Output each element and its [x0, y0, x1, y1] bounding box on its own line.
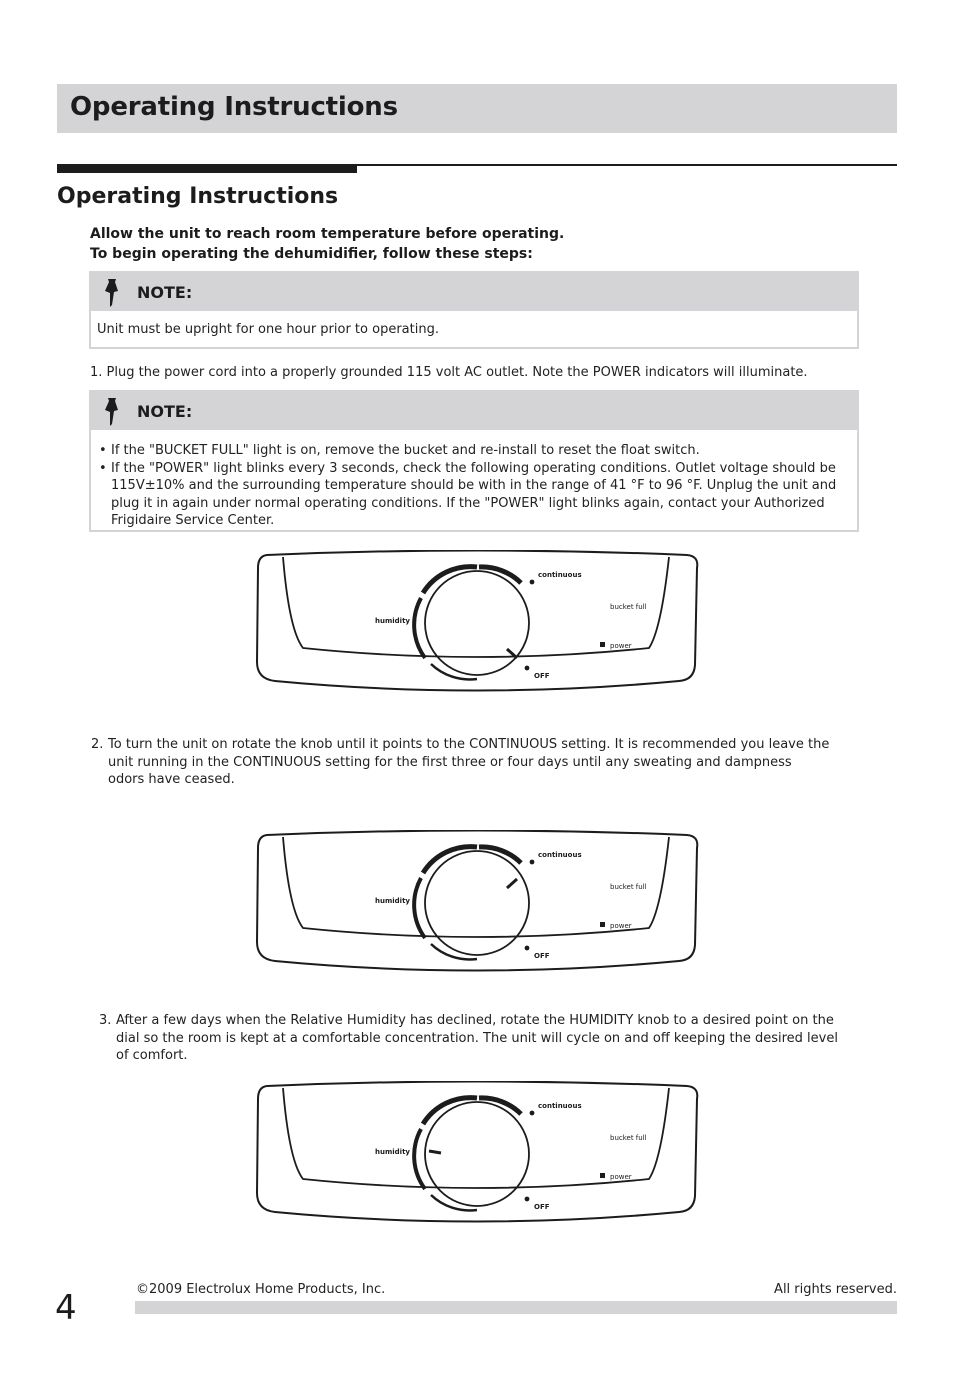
dial-arc-left — [414, 1129, 425, 1189]
header-bar — [57, 84, 897, 133]
dial-arc-lower — [431, 1195, 477, 1210]
step-3-text: After a few days when the Relative Humidity has declined, rotate the HUMIDITY knob to a desired point on the dial so the room is kept at a comfortable concentration. The unit will cycle on and off keeping the desired level of comfort. — [116, 1013, 838, 1063]
control-panel-continuous — [255, 830, 699, 972]
dial-arc-upper-right — [479, 847, 521, 863]
dial-knob — [425, 851, 529, 955]
continuous-label: continuous — [538, 851, 582, 859]
page-title: Operating Instructions — [70, 92, 398, 122]
continuous-dot — [530, 580, 535, 585]
section-rule-accent — [57, 164, 357, 173]
control-panel-diagram — [255, 830, 699, 972]
power-label: power — [610, 922, 632, 930]
power-indicator — [600, 922, 605, 927]
note-header — [91, 392, 857, 430]
note-body — [91, 311, 857, 345]
control-panel-diagram — [255, 550, 699, 692]
continuous-dot — [530, 860, 535, 865]
bucket-full-label: bucket full — [610, 883, 647, 891]
off-label: OFF — [534, 952, 550, 960]
note-text: Unit must be upright for one hour prior to operating. — [97, 322, 439, 337]
power-label: power — [610, 642, 632, 650]
rights-text: All rights reserved. — [774, 1282, 897, 1297]
power-indicator — [600, 642, 605, 647]
step-2-text: To turn the unit on rotate the knob until it points to the CONTINUOUS setting. It is recommended you leave the unit running in the CONTINUOUS setting for the first three or four days until any sweating and dampness odors have ceased. — [108, 737, 830, 787]
off-dot — [525, 666, 530, 671]
step-3 — [99, 1012, 839, 1065]
humidity-label: humidity — [375, 617, 410, 625]
note-bullet: • If the "POWER" light blinks every 3 seconds, check the following operating conditions. Outlet voltage should be 115V±10% and the surrounding temperature should be with in the range of 41 °F to 96 °F. Unplug the unit and plug it in again under normal operating conditions. If the "POWER" light blinks again, contact your Authorized Frigidaire Service Center. — [97, 460, 843, 530]
dial-knob — [425, 571, 529, 675]
off-dot — [525, 946, 530, 951]
dial-arc-left — [414, 598, 425, 658]
control-panel-humidity — [255, 1081, 699, 1223]
dial-arc-upper — [423, 567, 477, 593]
pushpin-icon — [102, 397, 124, 427]
note-header — [91, 273, 857, 311]
dial-arc-lower — [431, 944, 477, 959]
step-1 — [90, 364, 860, 382]
note-body — [91, 430, 857, 536]
continuous-dot — [530, 1111, 535, 1116]
power-indicator — [600, 1173, 605, 1178]
note-label: NOTE: — [137, 402, 193, 421]
control-panel-off — [255, 550, 699, 692]
step-2 — [91, 736, 831, 789]
pushpin-icon — [102, 278, 124, 308]
step-3-number: 3. — [99, 1013, 112, 1028]
humidity-label: humidity — [375, 897, 410, 905]
off-label: OFF — [534, 672, 550, 680]
knob-pointer — [429, 1151, 441, 1153]
page-number: 4 — [55, 1288, 77, 1328]
intro-line-2: To begin operating the dehumidifier, follow these steps: — [90, 246, 533, 262]
dial-arc-upper — [423, 1098, 477, 1124]
continuous-label: continuous — [538, 1102, 582, 1110]
off-label: OFF — [534, 1203, 550, 1211]
continuous-label: continuous — [538, 571, 582, 579]
knob-pointer — [507, 879, 517, 888]
dial-arc-left — [414, 878, 425, 938]
note-box-2 — [89, 390, 859, 532]
control-panel-diagram — [255, 1081, 699, 1223]
dial-arc-upper — [423, 847, 477, 873]
dial-arc-upper-right — [479, 567, 521, 583]
step-2-number: 2. — [91, 737, 104, 752]
note-label: NOTE: — [137, 283, 193, 302]
intro-line-1: Allow the unit to reach room temperature before operating. — [90, 226, 565, 242]
off-dot — [525, 1197, 530, 1202]
bucket-full-label: bucket full — [610, 1134, 647, 1142]
footer-bar — [135, 1301, 897, 1314]
step-1-text: 1. Plug the power cord into a properly grounded 115 volt AC outlet. Note the POWER indicators will illuminate. — [90, 365, 808, 380]
section-title: Operating Instructions — [57, 184, 339, 209]
dial-arc-lower — [431, 664, 477, 679]
note-box-1 — [89, 271, 859, 349]
bucket-full-label: bucket full — [610, 603, 647, 611]
copyright-text: ©2009 Electrolux Home Products, Inc. — [136, 1282, 386, 1297]
dial-arc-upper-right — [479, 1098, 521, 1114]
humidity-label: humidity — [375, 1148, 410, 1156]
note-bullet: • If the "BUCKET FULL" light is on, remove the bucket and re-install to reset the float switch. — [97, 442, 843, 460]
power-label: power — [610, 1173, 632, 1181]
